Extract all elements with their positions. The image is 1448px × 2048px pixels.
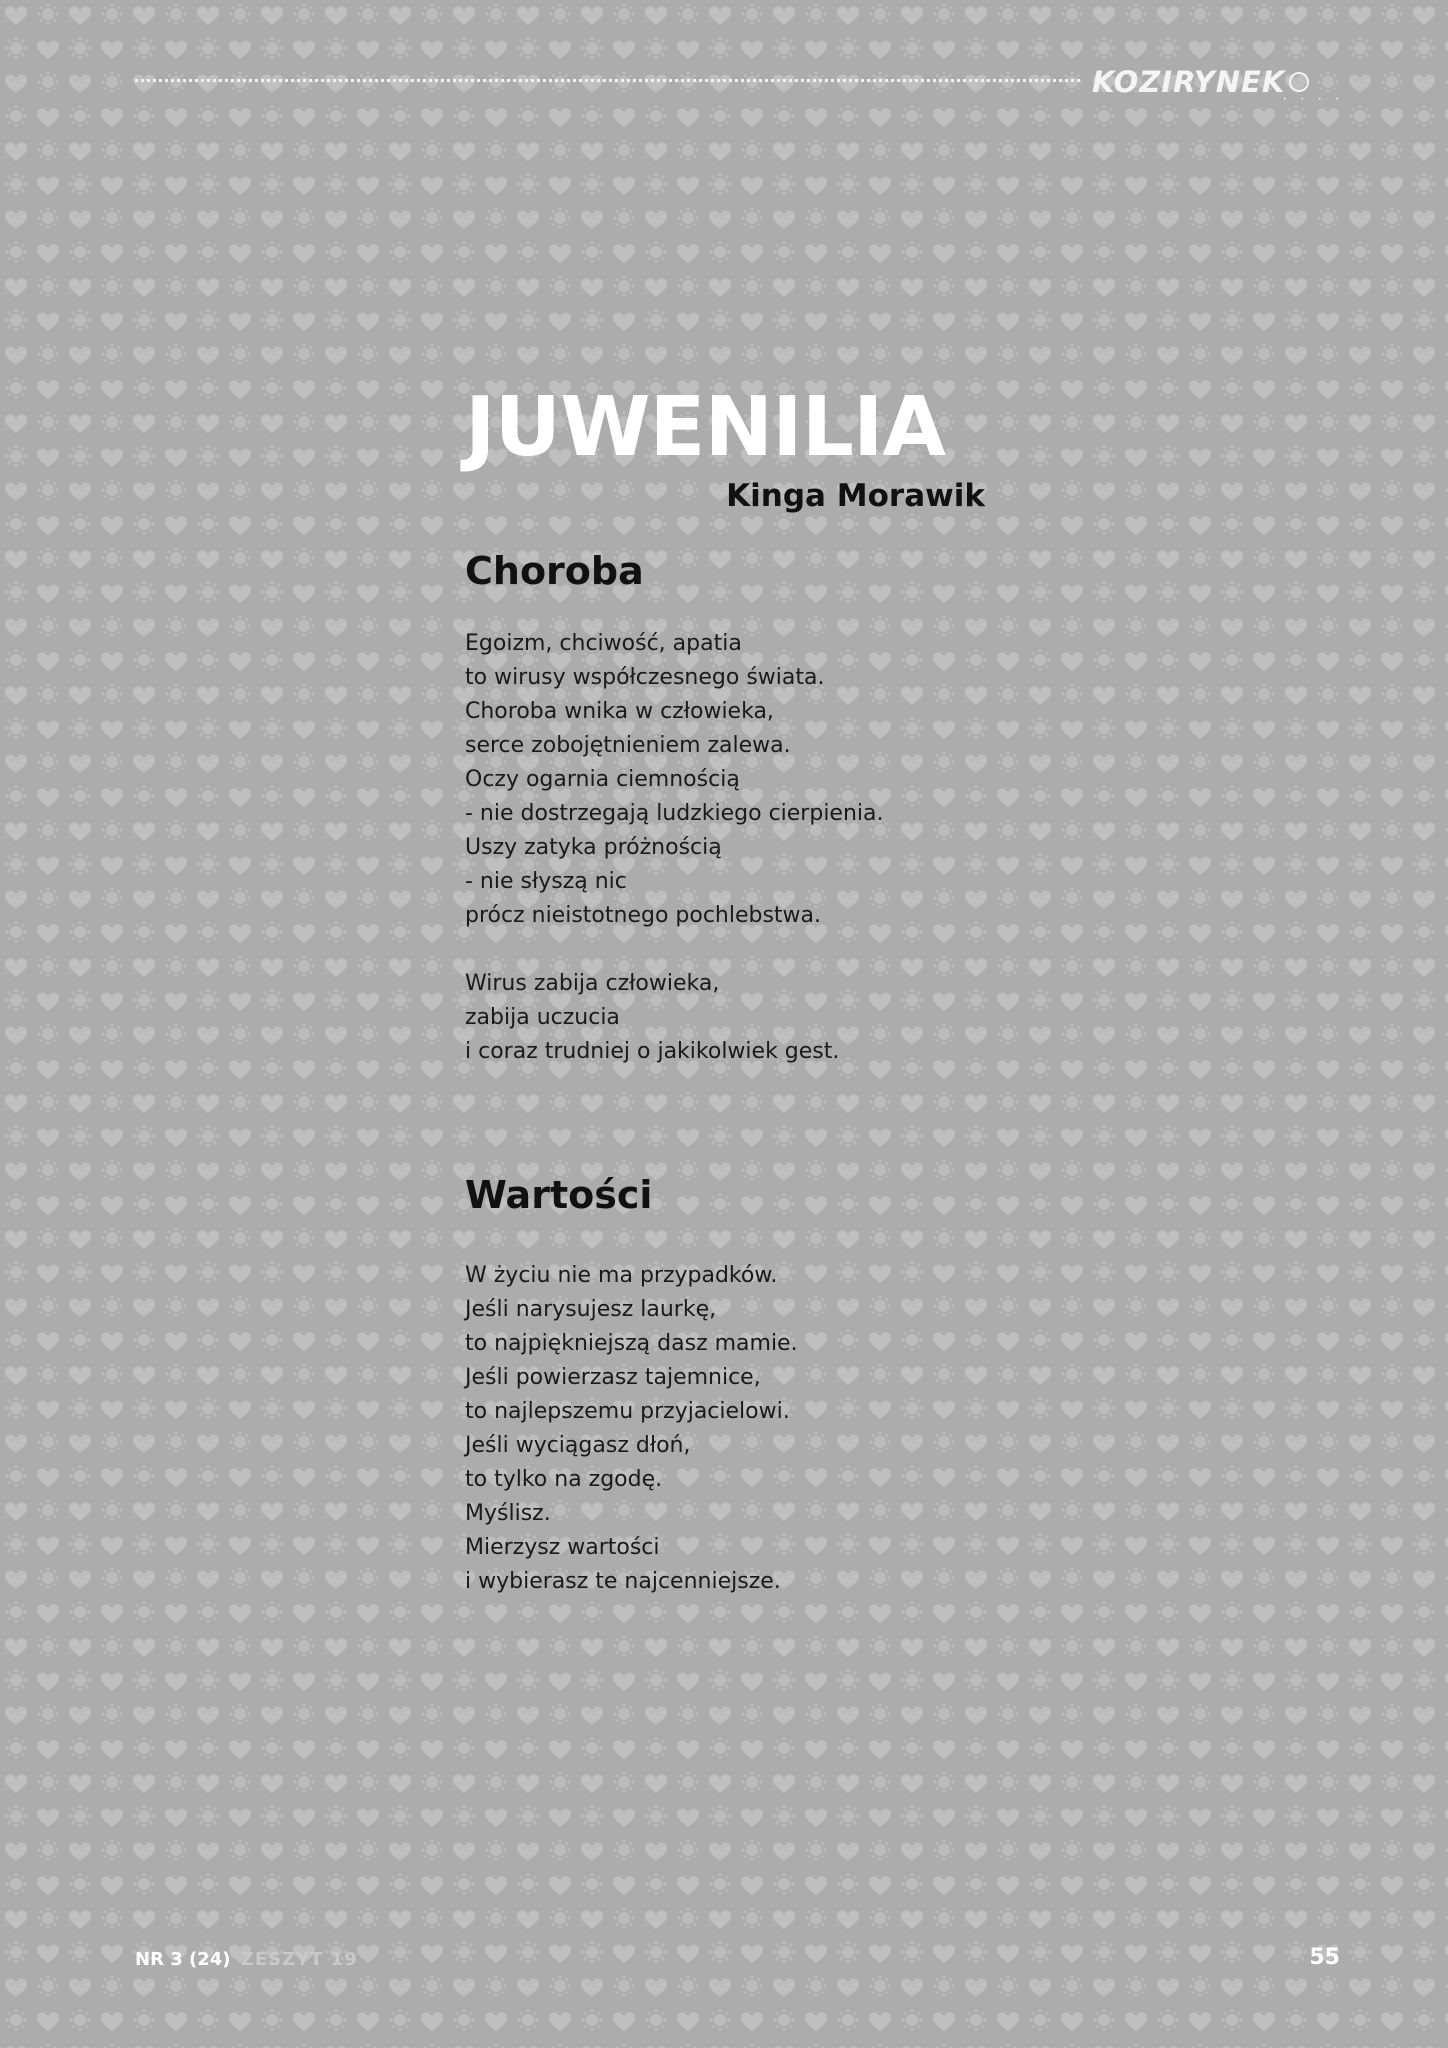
- poem-line: serce zobojętnieniem zalewa.: [465, 733, 791, 758]
- article-title: JUWENILIA: [465, 380, 945, 475]
- poem-title-wartosci: Wartości: [465, 1173, 653, 1217]
- poem-line: Uszy zatyka próżnością: [465, 835, 722, 860]
- poem-line: Egoizm, chciwość, apatia: [465, 631, 742, 656]
- poem-line: Jeśli narysujesz laurkę,: [465, 1297, 717, 1322]
- poem-line: Mierzysz wartości: [465, 1535, 660, 1560]
- poem-line: i wybierasz te najcenniejsze.: [465, 1569, 781, 1594]
- poem-line: - nie dostrzegają ludzkiego cierpienia.: [465, 801, 884, 826]
- zeszyt-label: ZESZYT 19: [240, 1949, 358, 1970]
- issue-number: NR 3 (24): [135, 1949, 231, 1970]
- poem-line: prócz nieistotnego pochlebstwa.: [465, 903, 822, 928]
- clock-icon: [1289, 72, 1309, 92]
- poem-line: to wirusy współczesnego świata.: [465, 665, 825, 690]
- article-author: Kinga Morawik: [726, 478, 985, 514]
- poem-line: Choroba wnika w człowieka,: [465, 699, 774, 724]
- poem-line: to najlepszemu przyjacielowi.: [465, 1399, 790, 1424]
- poem-line: - nie słyszą nic: [465, 869, 627, 894]
- poem-line: Myślisz.: [465, 1501, 551, 1526]
- poem-body-wartosci: [465, 1259, 1165, 1599]
- page-number: 55: [1309, 1945, 1340, 1970]
- poem-line: Wirus zabija człowieka,: [465, 971, 720, 996]
- poem-line: to najpiękniejszą dasz mamie.: [465, 1331, 798, 1356]
- poem-line: W życiu nie ma przypadków.: [465, 1263, 778, 1288]
- poem-title-choroba: Choroba: [465, 549, 644, 593]
- footer-issue-info: [135, 1946, 358, 1974]
- magazine-logo: [1092, 60, 1309, 104]
- poem-line: Jeśli wyciągasz dłoń,: [465, 1433, 691, 1458]
- logo-dots: • • • •: [1283, 96, 1345, 103]
- poem-line: Jeśli powierzasz tajemnice,: [465, 1365, 761, 1390]
- poem-line: i coraz trudniej o jakikolwiek gest.: [465, 1039, 840, 1064]
- stanza-break: [465, 933, 1165, 967]
- poem-line: zabija uczucia: [465, 1005, 620, 1030]
- poem-line: to tylko na zgodę.: [465, 1467, 663, 1492]
- header-dotted-rule: [135, 79, 1080, 82]
- poem-body-choroba: [465, 627, 1165, 1069]
- poem-line: Oczy ogarnia ciemnością: [465, 767, 740, 792]
- logo-text: KOZIRYNEK: [1092, 65, 1286, 99]
